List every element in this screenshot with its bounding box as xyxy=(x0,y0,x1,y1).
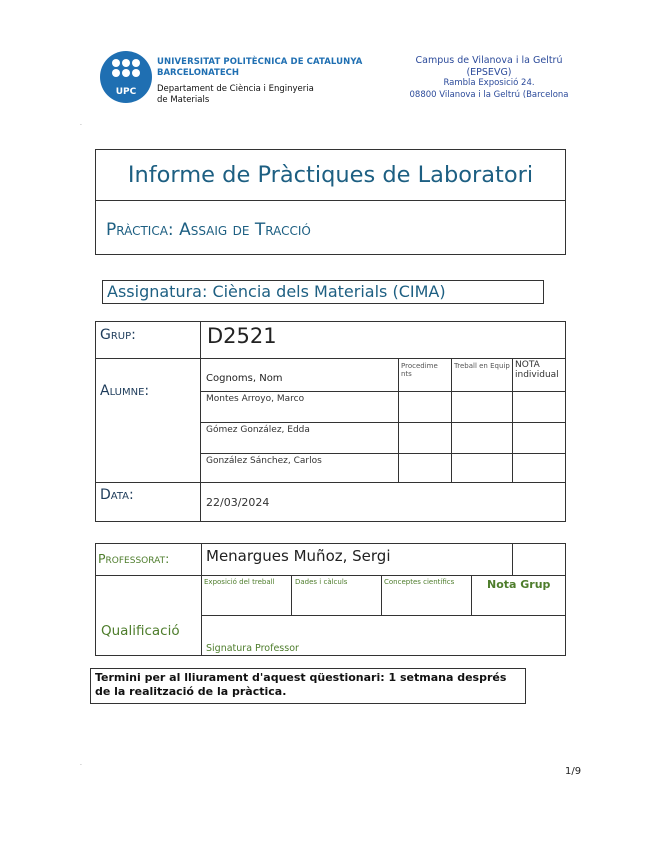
data-label: Data: xyxy=(100,487,134,503)
termini-note: Termini per al lliurament d'aquest qüestionari: 1 setmana després de la realització de la pràctica. xyxy=(90,668,526,704)
qualificacio-label: Qualificació xyxy=(101,623,180,639)
department-name xyxy=(157,84,337,106)
campus-line2: (EPSEVG) xyxy=(466,66,512,78)
col-exposicio: Exposició del treball xyxy=(204,578,275,586)
page-number: 1/9 xyxy=(565,766,582,777)
col-nota-individual: NOTA individual xyxy=(515,360,559,380)
col-nota-grup: Nota Grup xyxy=(487,578,551,591)
signatura-professor: Signatura Professor xyxy=(206,643,299,654)
practica-line xyxy=(106,220,311,240)
campus-line1: Campus de Vilanova i la Geltrú xyxy=(415,55,563,66)
campus-address xyxy=(405,55,573,101)
group-table xyxy=(95,321,566,522)
barcelonatech: BARCELONATECH xyxy=(157,68,239,78)
margin-dot: · xyxy=(80,762,82,769)
university-name: UNIVERSITAT POLITÈCNICA DE CATALUNYA xyxy=(157,57,363,67)
margin-dot: · xyxy=(80,122,82,129)
department-line2: de Materials xyxy=(157,95,210,105)
col-conceptes: Conceptes científics xyxy=(384,578,455,586)
professor-table xyxy=(95,543,566,656)
campus-line4: 08800 Vilanova i la Geltrú (Barcelona xyxy=(409,89,569,100)
alumne-label: Alumne: xyxy=(100,383,150,399)
report-title-box xyxy=(95,149,566,255)
student-name: Montes Arroyo, Marco xyxy=(206,394,305,404)
names-header: Cognoms, Nom xyxy=(206,373,283,384)
col-procediments: Procedime nts xyxy=(401,362,438,378)
grup-label: Grup: xyxy=(100,327,136,343)
col-treball-equip: Treball en Equip xyxy=(454,362,510,370)
grup-value: D2521 xyxy=(207,324,277,348)
data-value: 22/03/2024 xyxy=(206,496,270,509)
professorat-label: Professorat: xyxy=(98,551,170,566)
logo-text: UPC xyxy=(115,87,137,97)
campus-line3: Rambla Exposició 24. xyxy=(443,78,535,88)
upc-logo xyxy=(100,51,152,103)
practica-name: Assaig de Tracció xyxy=(179,220,311,240)
col-dades: Dades i càlculs xyxy=(295,578,348,586)
professor-name: Menargues Muñoz, Sergi xyxy=(206,547,391,565)
department-line1: Departament de Ciència i Enginyeria xyxy=(157,84,314,94)
assignatura: Assignatura: Ciència dels Materials (CIMA) xyxy=(102,280,544,304)
report-title: Informe de Pràctiques de Laboratori xyxy=(127,162,534,188)
student-name: Gómez González, Edda xyxy=(206,425,310,435)
student-name: González Sánchez, Carlos xyxy=(206,456,322,466)
practica-label: Pràctica: xyxy=(106,220,174,240)
